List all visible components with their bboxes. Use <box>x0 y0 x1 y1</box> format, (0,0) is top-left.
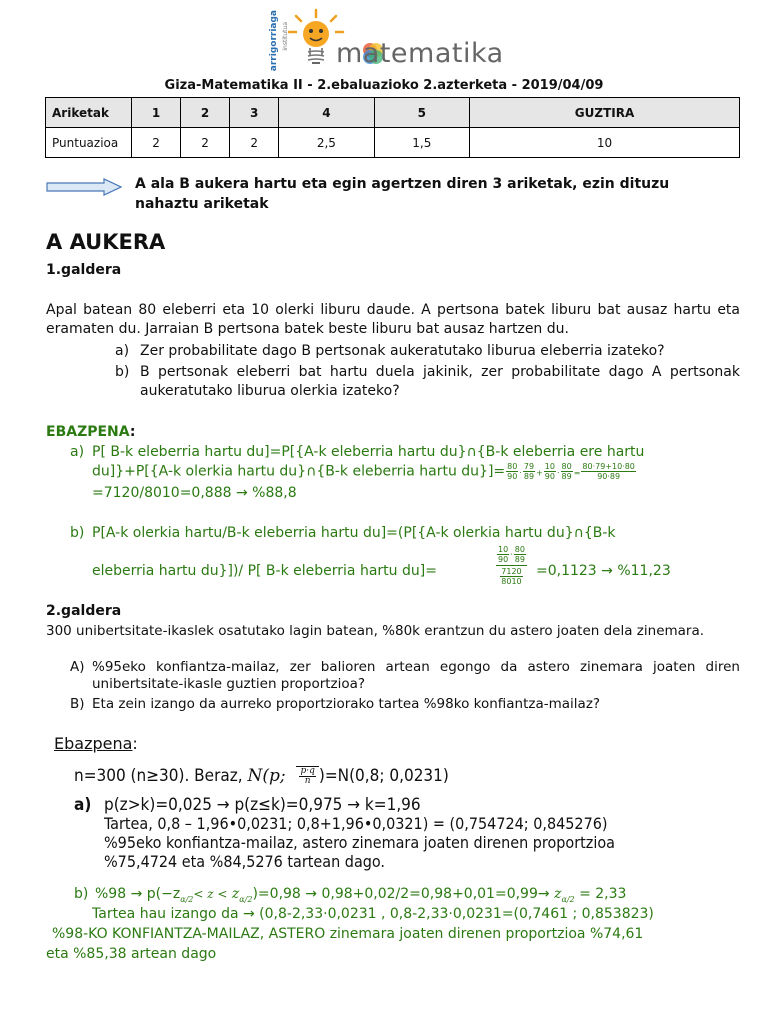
score-cell: 10 <box>470 128 740 158</box>
q2-a-label: A) <box>70 659 85 675</box>
solution-2-label-text: Ebazpena <box>54 734 133 753</box>
q1-b-label: b) <box>115 364 130 380</box>
score-header-cell: GUZTIRA <box>470 98 740 128</box>
fraction-numerator: p·q <box>300 766 315 776</box>
s1-a-line2-text: du]}+P[{A-k olerkia hartu du}∩{B-k eleberria hartu du}]= <box>92 463 506 480</box>
normal-symbol: N <box>247 766 263 786</box>
fraction-numerator: 7120 <box>501 567 522 576</box>
fraction-denominator: 90 <box>498 555 509 564</box>
score-header-cell: Ariketak <box>46 98 132 128</box>
s1-b-label: b) <box>70 525 85 541</box>
solution-2-label <box>54 734 138 753</box>
fraction-numerator: 80·79+10·80 <box>582 462 635 471</box>
fraction <box>544 462 556 481</box>
sqrt-expression <box>290 766 318 786</box>
s2-a-line1: p(z>k)=0,025 → p(z≤k)=0,975 → k=1,96 <box>104 795 421 815</box>
inequality: < z < <box>193 887 228 901</box>
solution-1-colon: : <box>129 424 136 440</box>
fraction-numerator: 10 <box>544 462 555 471</box>
fraction <box>497 545 509 564</box>
question-2-title: 2.galdera <box>46 603 122 619</box>
fraction <box>523 462 535 481</box>
fraction-denominator: 90 <box>507 472 518 481</box>
score-cell: Puntuazioa <box>46 128 132 158</box>
score-cell: 2 <box>230 128 279 158</box>
q2-a-text: %95eko konfiantza-mailaz, zer balioren artean egongo da astero zinemara joaten diren unibertsitate-ikasle guztien proportzioa? <box>92 659 740 692</box>
fraction-denominator: 8010 <box>501 577 522 586</box>
subscript-alpha: α/2 <box>239 894 253 904</box>
score-header-cell: 1 <box>132 98 181 128</box>
times-dot: · <box>510 550 513 559</box>
fraction-denominator: 89 <box>561 472 572 481</box>
fraction-numerator: 10 <box>498 545 509 554</box>
option-a-title: A AUKERA <box>46 230 166 254</box>
compound-fraction-body <box>496 545 527 586</box>
question-1-text: Apal batean 80 eleberri eta 10 olerki liburu daude. A pertsona batek liburu bat ausaz hartu eta eramaten du. Jarraian B pertsona batek beste liburu bat ausaz hartzen du. <box>46 302 740 337</box>
s1-b-result: =0,1123 → %11,23 <box>536 563 671 579</box>
s2-b-line1-text: %98 → p(−z <box>95 886 181 902</box>
s2-b-line4: eta %85,38 artean dago <box>46 946 217 962</box>
logo-school-sub: institutua <box>282 22 289 51</box>
fraction-denominator: 90 <box>544 472 555 481</box>
score-table <box>45 97 740 158</box>
question-2-text: 300 unibertsitate-ikaslek osatutako lagin batean, %80k erantzun du astero joaten dela zinemara. <box>46 623 705 639</box>
score-table-header <box>46 98 740 128</box>
score-header-cell: 5 <box>374 98 469 128</box>
solution-1-label-text: EBAZPENA <box>46 424 130 440</box>
sqrt-body <box>296 766 318 786</box>
times-dot: · <box>519 468 522 478</box>
instruction-text: A ala B aukera hartu eta egin agertzen diren 3 ariketak, ezin dituzu nahaztu ariketak <box>135 176 670 212</box>
q1-b-text: B pertsonak eleberri bat hartu duela jakinik, zer probabilitate dago A pertsonak aukeratutako liburua olerkia izateko? <box>140 364 740 399</box>
q1-a-label: a) <box>115 343 130 359</box>
subscript-alpha: α/2 <box>180 894 194 904</box>
s2-b-label: b) <box>74 886 89 902</box>
z-symbol: z <box>554 886 562 902</box>
s1-b-line2: eleberria hartu du}])/ P[ B-k eleberria hartu du]= <box>92 563 437 579</box>
q1-a-text: Zer probabilitate dago B pertsonak aukeratutako liburua eleberria izateko? <box>140 343 665 359</box>
question-1-title: 1.galdera <box>46 262 122 278</box>
compound-fraction <box>494 545 529 586</box>
q2-b-label: B) <box>70 696 85 712</box>
s2-a-label: a) <box>74 795 92 815</box>
score-cell: 2 <box>132 128 181 158</box>
fraction-denominator: 89 <box>523 472 535 481</box>
score-cell: 2 <box>181 128 230 158</box>
fraction <box>561 462 573 481</box>
s2-b-line3: %98-KO KONFIANTZA-MAILAZ, ASTERO zinemara joaten direnen proportzioa %74,61 <box>52 926 644 942</box>
compound-fraction-bottom <box>496 566 527 586</box>
logo-school-name: arrigorriaga <box>269 10 279 72</box>
subscript-alpha: α/2 <box>561 894 575 904</box>
score-cell: 1,5 <box>374 128 469 158</box>
times-dot: · <box>556 468 560 478</box>
score-header-cell: 4 <box>279 98 374 128</box>
s1-a-line3: =7120/8010=0,888 → %88,8 <box>92 485 297 501</box>
exam-title: Giza-Matematika II - 2.ebaluazioko 2.azterketa - 2019/04/09 <box>164 78 604 93</box>
compound-fraction-top <box>496 545 527 566</box>
fraction-denominator: 89 <box>514 555 525 564</box>
plus-sign: + <box>536 468 543 478</box>
score-header-cell: 3 <box>230 98 279 128</box>
s1-a-label: a) <box>70 444 85 460</box>
solution-1-label <box>46 424 135 440</box>
s2-b-line1-mid: )=0,98 → 0,98+0,02/2=0,98+0,01=0,99→ <box>252 886 550 902</box>
fraction <box>506 462 518 481</box>
score-header-cell: 2 <box>181 98 230 128</box>
fraction <box>514 545 526 564</box>
s2-b-line1-result: = 2,33 <box>579 886 627 902</box>
s2-a-line3: %95eko konfiantza-mailaz, astero zinemara joaten direnen proportzioa <box>104 833 615 852</box>
fraction-numerator: 80 <box>561 462 572 471</box>
school-logo <box>266 4 526 76</box>
fraction <box>500 567 522 586</box>
normal-p: (p; <box>262 766 286 786</box>
s2-line1-text: n=300 (n≥30). Beraz, <box>74 766 243 786</box>
s2-line1 <box>74 766 449 786</box>
arrow-right-icon <box>46 178 122 196</box>
z-symbol: z <box>231 886 240 902</box>
s2-a-line4: %75,4724 eta %84,5276 tartean dago. <box>104 852 385 871</box>
s1-a-line2 <box>92 462 752 483</box>
s1-a-line1: P[ B-k eleberria hartu du]=P[{A-k eleberria hartu du}∩{B-k eleberria ere hartu <box>92 444 645 460</box>
s1-b-line1: P[A-k olerkia hartu/B-k eleberria hartu du]=(P[{A-k olerkia hartu du}∩{B-k <box>92 525 616 541</box>
fraction-numerator: 79 <box>523 462 535 471</box>
s2-line1-result: )=N(0,8; 0,0231) <box>318 766 449 786</box>
fraction-numerator: 80 <box>514 545 525 554</box>
fraction-numerator: 80 <box>507 462 518 471</box>
score-cell: 2,5 <box>279 128 374 158</box>
fraction <box>581 462 636 481</box>
logo-brand: matematika <box>336 38 504 69</box>
equals-sign: = <box>573 468 581 478</box>
q2-b-text: Eta zein izango da aurreko proportziorako tartea %98ko konfiantza-mailaz? <box>92 696 601 712</box>
s2-a-line2: Tartea, 0,8 – 1,96•0,0231; 0,8+1,96•0,0321) = (0,754724; 0,845276) <box>104 814 608 833</box>
fraction <box>299 767 315 786</box>
fraction-denominator: 90·89 <box>597 472 621 481</box>
score-table-row <box>46 128 740 158</box>
s2-b-line2: Tartea hau izango da → (0,8-2,33·0,0231 , 0,8-2,33·0,0231=(0,7461 ; 0,853823) <box>92 906 654 922</box>
fraction-denominator: n <box>304 776 311 786</box>
solution-2-colon: : <box>132 734 138 753</box>
